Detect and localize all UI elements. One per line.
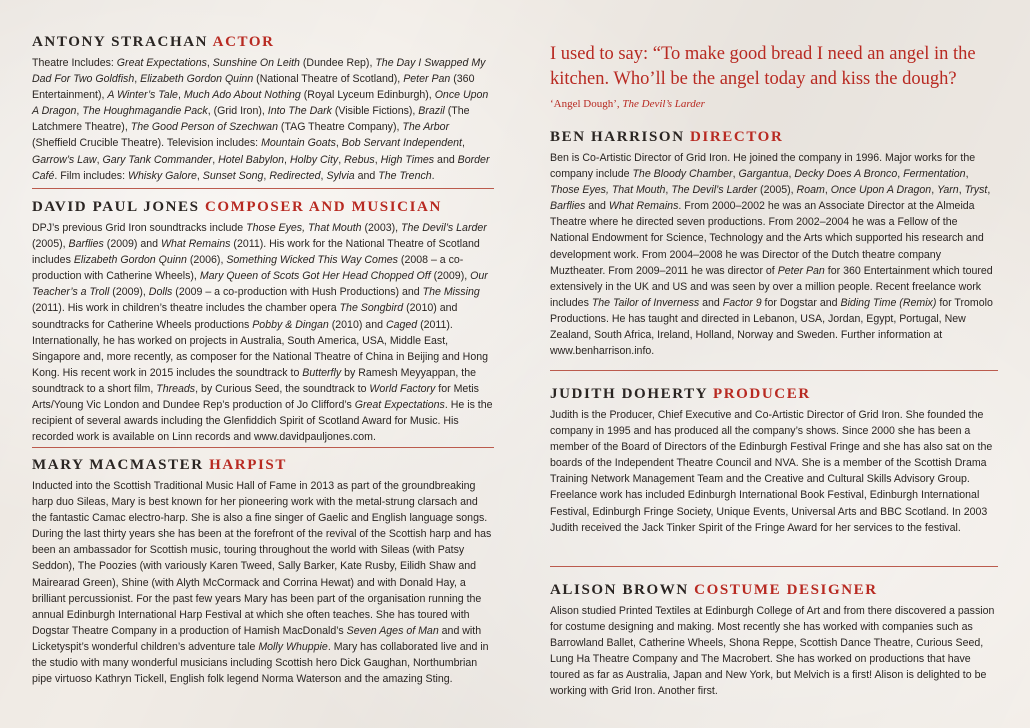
person-name: ANTONY STRACHAN [32,34,209,50]
person-role: HARPIST [209,457,287,473]
person-name: ALISON BROWN [550,582,689,598]
section-divider [32,188,494,189]
pull-quote [550,42,998,110]
person-name: JUDITH DOHERTY [550,386,708,402]
section-director [550,129,998,359]
section-harpist [32,457,494,687]
person-role: DIRECTOR [690,129,784,145]
person-role: PRODUCER [712,386,811,402]
bio-text: DPJ’s previous Grid Iron soundtracks include Those Eyes, That Mouth (2003), The Devil’s Larder (2005), Barflies (2009) and What Remains (2011). His work for the National Theatre of Scotland includes Elizabeth Gordon Quinn (2006), Something Wicked This Way Comes (2008 – a co-production with Catherine Wheels), Mary Queen of Scots Got Her Head Chopped Off (2009), Our Teacher’s a Troll (2009), Dolls (2009 – a co-production with Hush Productions) and The Missing (2011). His work in children’s theatre includes the chamber opera The Songbird (2010) and soundtracks for Catherine Wheels productions Pobby & Dingan (2010) and Caged (2011). Internationally, he has worked on projects in Australia, South America, USA, Middle East, Singapore and, more recently, as composer for the National Theatre of China in Beijing and Hong Kong. His recent work in 2015 includes the soundtrack to Butterfly by Ramesh Meyyappan, the soundtrack to a short film, Threads, by Curious Seed, the soundtrack to World Factory for Metis Arts/Young Vic London and Dundee Rep’s production of Jo Clifford’s Great Expectations. He is the recipient of several awards including the Glenfiddich Spirit of Scotland Award for Music. His recorded work is available on Linn records and www.davidpauljones.com. [32,222,493,444]
bio-text: Theatre Includes: Great Expectations, Sunshine On Leith (Dundee Rep), The Day I Swapped My Dad For Two Goldfish, Elizabeth Gordon Quinn (National Theatre of Scotland), Peter Pan (360 Entertainment), A Winter’s Tale, Much Ado About Nothing (Royal Lyceum Edinburgh), Once Upon A Dragon, The Houghmagandie Pack, (Grid Iron), Into The Dark (Visible Fictions), Brazil (The Latchmere Theatre), The Good Person of Szechwan (TAG Theatre Company), The Arbor (Sheffield Crucible Theatre). Television includes: Mountain Goats, Bob Servant Independent, Garrow’s Law, Gary Tank Commander, Hotel Babylon, Holby City, Rebus, High Times and Border Café. Film includes: Whisky Galore, Sunset Song, Redirected, Sylvia and The Trench. [32,57,490,182]
person-name: DAVID PAUL JONES [32,199,200,215]
section-divider [32,447,494,448]
quote-source: ‘Angel Dough’, The Devil’s Larder [550,98,705,110]
person-name: MARY MACMASTER [32,457,204,473]
section-heading [32,34,494,51]
person-role: COSTUME DESIGNER [694,582,878,598]
person-role: COMPOSER AND MUSICIAN [204,199,442,215]
section-heading [550,129,998,146]
section-divider [550,370,998,371]
bio-text: Alison studied Printed Textiles at Edinburgh College of Art and from there discovered a passion for costume designing and making. Most recently she has worked with companies such as Barrowland Ballet, Catherine Wheels, Shona Reppe, Scottish Dance Theatre, Curious Seed, Lung Ha Theatre Company and The Macrobert. She has worked on productions that have toured as far as Australia, Japan and New York, but Melvich is a first! Alison is delighted to be working with Grid Iron. Another first. [550,605,995,698]
section-heading [32,457,494,474]
section-producer [550,386,998,536]
quote-text: I used to say: “To make good bread I need an angel in the kitchen. Who’ll be the angel today and kiss the dough? [550,44,976,89]
bio-text: Inducted into the Scottish Traditional Music Hall of Fame in 2013 as part of the groundbreaking harp duo Sileas, Mary is best known for her pioneering work with the metal-strung clarsach and the fantastic Camac electro-harp. She is also a fine singer of Gaelic and English language songs. During the last thirty years she has been at the forefront of the revival of the Scottish harp and has been an ambassador for Scottish music, touring throughout the world with Sileas (with Patsy Seddon), The Poozies (with variously Karen Tweed, Sally Barker, Kate Rusby, Eilidh Shaw and Mairearad Green), Shine (with Alyth McCormack and Corrina Hewat) and with Donald Hay, a brilliant percussionist. For the past few years Mary has been part of the organisation running the annual Edinburgh International Harp Festival at which she often teaches. She has toured with Dogstar Theatre Company in a production of Hamish MacDonald’s Seven Ages of Man and with Licketyspit’s wonderful children’s adventure tale Molly Whuppie. Mary has collaborated live and in the studio with many wonderful musicians including Scottish hero Dick Gaughan, Northumbrian pipe virtuoso Kathryn Tickell, English folk legend Norma Waterson and the amazing Sting. [32,480,492,686]
person-name: BEN HARRISON [550,129,685,145]
section-actor [32,34,494,184]
section-costume [550,582,998,700]
section-heading [32,199,494,216]
person-role: ACTOR [212,34,275,50]
bio-text: Ben is Co-Artistic Director of Grid Iron. He joined the company in 1996. Major works for the company include The Bloody Chamber, Gargantua, Decky Does A Bronco, Fermentation, Those Eyes, That Mouth, The Devil’s Larder (2005), Roam, Once Upon A Dragon, Yarn, Tryst, Barflies and What Remains. From 2000–2002 he was an Associate Director at the Almeida Theatre where he directed seven productions. From 2002–2004 he was a Fellow of the National Endowment for Science, Technology and the Arts which supported his research and development work. From 2004–2008 he was Director of the Dutch theatre company Muztheater. From 2009–2011 he was director of Peter Pan for 360 Entertainment which toured extensively in the UK and US and was seen by over a million people. Recent freelance work includes The Tailor of Inverness and Factor 9 for Dogstar and Biding Time (Remix) for Tromolo Productions. He has taught and directed in Lebanon, USA, Jordan, Egypt, Portugal, New Zealand, South Africa, Ireland, Holland, Norway and Sweden. Further information at www.benharrison.info. [550,152,993,358]
section-composer [32,199,494,445]
section-heading [550,386,998,403]
section-divider [550,566,998,567]
section-heading [550,582,998,599]
bio-text: Judith is the Producer, Chief Executive and Co-Artistic Director of Grid Iron. She founded the company in 1995 and has produced all the company’s shows. Since 2000 she has been a member of the Board of Directors of the Edinburgh Festival Fringe and she has also sat on the boards of the Independent Theatre Council and NVA. She is a member of the Scottish Drama Training Network Management Team and the Creative and Cultural Skills Advisory Group. Freelance work has included Edinburgh International Book Festival, Edinburgh International Festival, Edinburgh Fringe Society, Unique Events, Universal Arts and BBC Scotland. In 2003 Judith received the Jack Tinker Spirit of the Fringe Award for her services to the festival. [550,409,993,534]
